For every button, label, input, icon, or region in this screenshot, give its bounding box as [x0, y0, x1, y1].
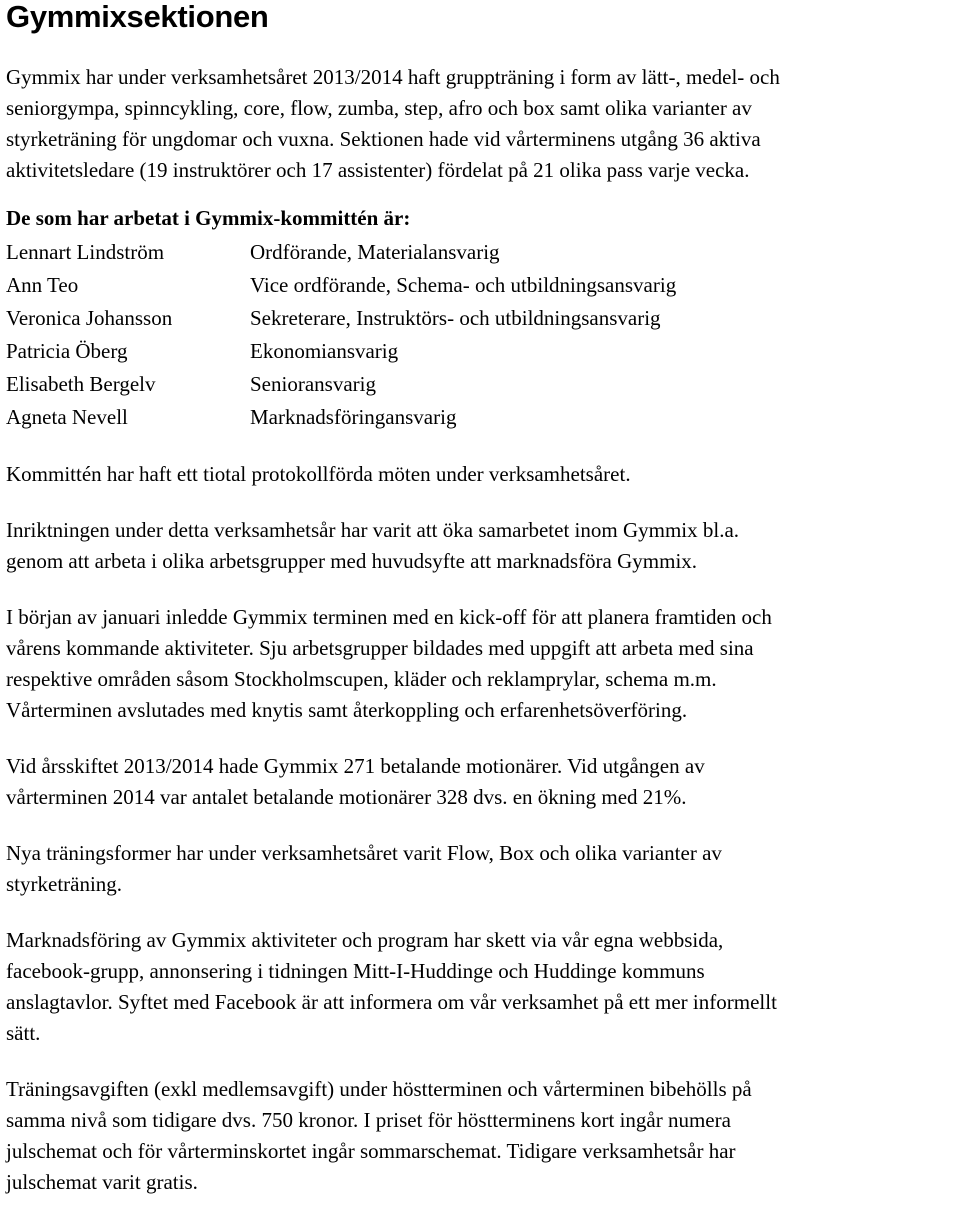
committee-member-row — [6, 401, 960, 434]
committee-list — [6, 236, 960, 434]
member-role: Vice ordförande, Schema- och utbildningsansvarig — [250, 273, 677, 297]
meetings-paragraph: Kommittén har haft ett tiotal protokollförda möten under verksamhetsåret. — [6, 462, 631, 486]
committee-member-row — [6, 269, 960, 302]
member-name: Patricia Öberg — [6, 339, 128, 363]
committee-member-row — [6, 236, 960, 269]
member-role: Sekreterare, Instruktörs- och utbildningsansvarig — [250, 306, 661, 330]
page-title: Gymmixsektionen — [6, 0, 269, 34]
focus-paragraph: Inriktningen under detta verksamhetsår har varit att öka samarbetet inom Gymmix bl.a. genom att arbeta i olika arbetsgrupper med huvudsyfte att marknadsföra Gymmix. — [6, 518, 740, 573]
members-paragraph: Vid årsskiftet 2013/2014 hade Gymmix 271 betalande motionärer. Vid utgången av vårterminen 2014 var antalet betalande motionärer 328 dvs. en ökning med 21%. — [6, 754, 705, 809]
member-name: Lennart Lindström — [6, 240, 165, 264]
member-role: Ekonomiansvarig — [250, 339, 399, 363]
member-name: Agneta Nevell — [6, 405, 128, 429]
new-training-paragraph: Nya träningsformer har under verksamhetsåret varit Flow, Box och olika varianter av styrketräning. — [6, 841, 722, 896]
committee-member-row — [6, 302, 960, 335]
committee-member-row — [6, 335, 960, 368]
member-name: Veronica Johansson — [6, 306, 173, 330]
member-name: Elisabeth Bergelv — [6, 372, 156, 396]
member-role: Senioransvarig — [250, 372, 376, 396]
fee-paragraph: Träningsavgiften (exkl medlemsavgift) under höstterminen och vårterminen bibehölls på samma nivå som tidigare dvs. 750 kronor. I priset för höstterminens kort ingår numera julschemat och för vårterminskortet ingår sommarschemat. Tidigare verksamhetsår har julschemat varit gratis. — [6, 1077, 752, 1194]
member-role: Ordförande, Materialansvarig — [250, 240, 500, 264]
intro-paragraph: Gymmix har under verksamhetsåret 2013/2014 haft gruppträning i form av lätt-, medel- och seniorgympa, spinncykling, core, flow, zumba, step, afro och box samt olika varianter av styrketräning för ungdomar och vuxna. Sektionen hade vid vårterminens utgång 36 aktiva aktivitetsledare (19 instruktörer och 17 assistenter) fördelat på 21 olika pass varje vecka. — [6, 65, 780, 182]
committee-heading: De som har arbetat i Gymmix-kommittén är: — [6, 206, 411, 230]
marketing-paragraph: Marknadsföring av Gymmix aktiviteter och program har skett via vår egna webbsida, facebook-grupp, annonsering i tidningen Mitt-I-Huddinge och Huddinge kommuns anslagtavlor. Syftet med Facebook är att informera om vår verksamhet på ett mer informellt sätt. — [6, 928, 777, 1045]
member-name: Ann Teo — [6, 273, 79, 297]
committee-member-row — [6, 368, 960, 401]
member-role: Marknadsföringansvarig — [250, 405, 457, 429]
kickoff-paragraph: I början av januari inledde Gymmix terminen med en kick-off för att planera framtiden och vårens kommande aktiviteter. Sju arbetsgrupper bildades med uppgift att arbeta med sina respektive områden såsom Stockholmscupen, kläder och reklamprylar, schema m.m. Vårterminen avslutades med knytis samt återkoppling och erfarenhetsöverföring. — [6, 605, 772, 722]
